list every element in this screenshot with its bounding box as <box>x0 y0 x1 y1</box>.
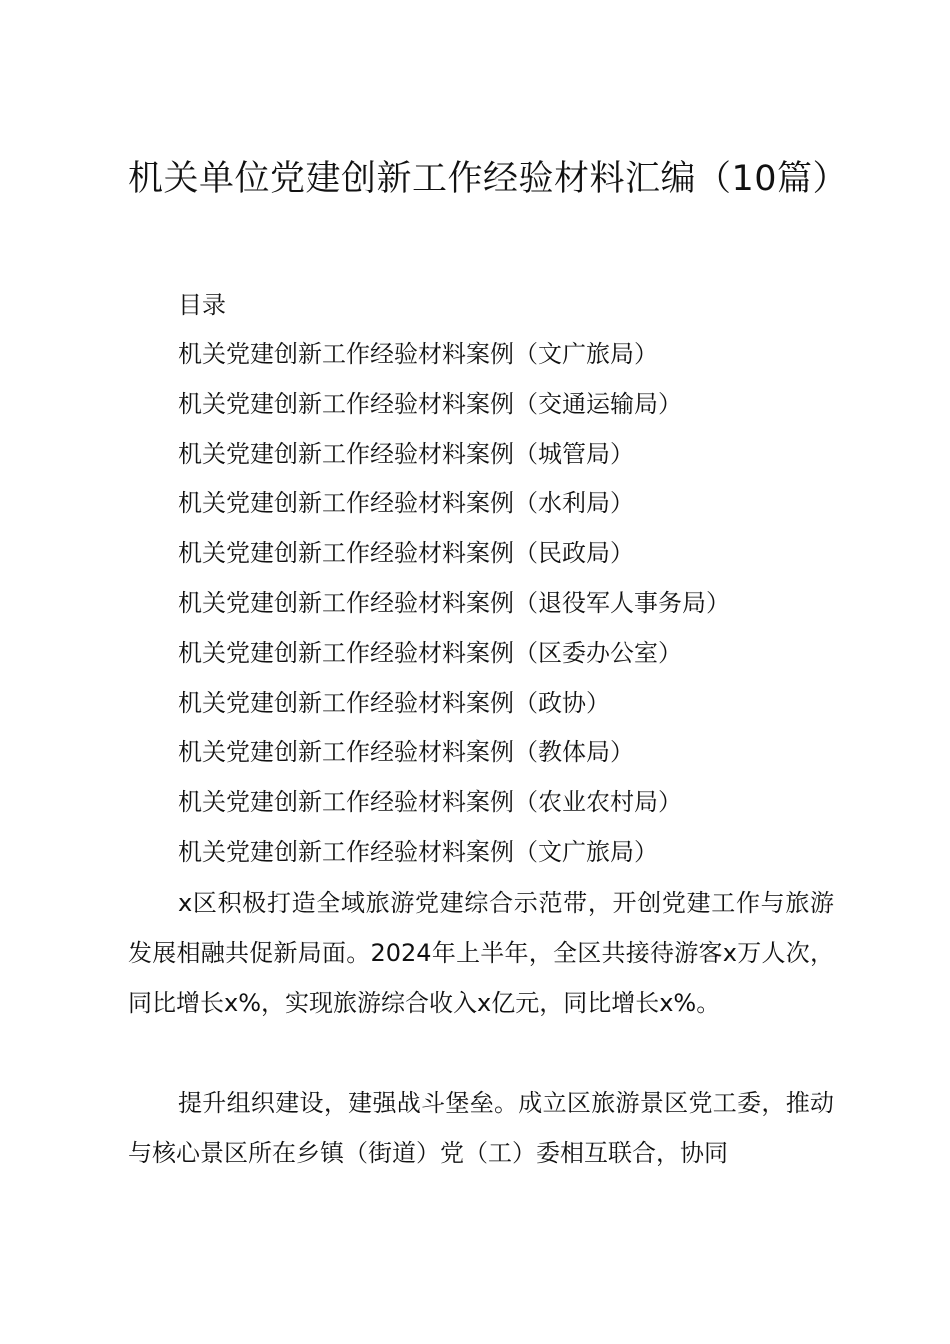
body-paragraph-organization: 提升组织建设，建强战斗堡垒。成立区旅游景区党工委，推动与核心景区所在乡镇（街道）党（工）委相互联合，协同 <box>128 1089 834 1167</box>
toc-item: 机关党建创新工作经验材料案例（政协） <box>178 688 610 717</box>
toc-item: 机关党建创新工作经验材料案例（文广旅局） <box>178 837 658 866</box>
toc-item: 机关党建创新工作经验材料案例（文广旅局） <box>178 340 658 368</box>
toc-item: 机关党建创新工作经验材料案例（交通运输局） <box>178 389 682 418</box>
toc-item: 机关党建创新工作经验材料案例（退役军人事务局） <box>178 588 730 617</box>
toc-heading: 目录 <box>178 291 226 319</box>
toc-list <box>178 336 730 884</box>
document-title: 机关单位党建创新工作经验材料汇编（10篇） <box>128 159 849 199</box>
toc-item: 机关党建创新工作经验材料案例（城管局） <box>178 439 634 468</box>
toc-item: 机关党建创新工作经验材料案例（区委办公室） <box>178 638 682 667</box>
toc-item: 机关党建创新工作经验材料案例（农业农村局） <box>178 788 682 817</box>
toc-item: 机关党建创新工作经验材料案例（教体局） <box>178 738 634 767</box>
body-paragraph-intro: x区积极打造全域旅游党建综合示范带，开创党建工作与旅游发展相融共促新局面。2024年上半年，全区共接待游客x万人次，同比增长x%，实现旅游综合收入x亿元，同比增长x%。 <box>128 889 834 1017</box>
toc-item: 机关党建创新工作经验材料案例（水利局） <box>178 489 634 518</box>
toc-item: 机关党建创新工作经验材料案例（民政局） <box>178 539 634 568</box>
